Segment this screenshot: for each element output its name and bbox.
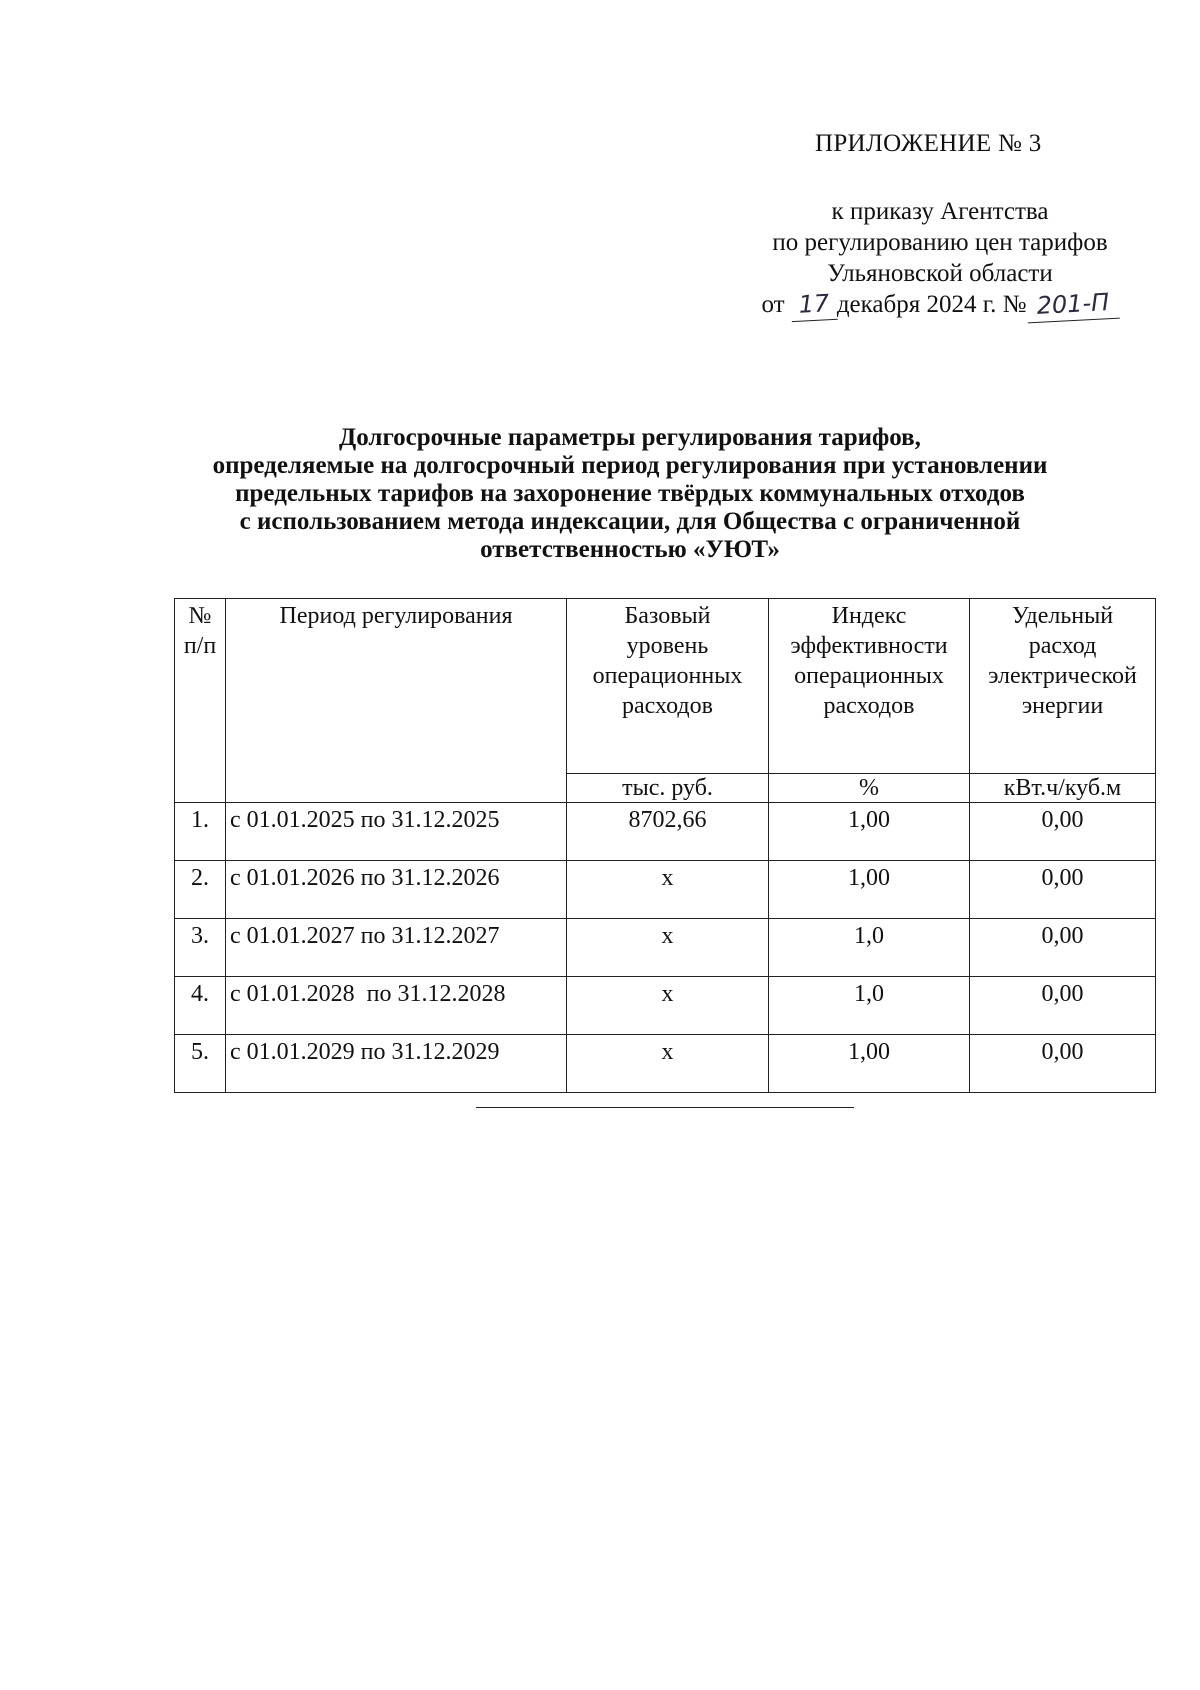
- table-header-row: [175, 599, 1156, 774]
- header-period-label: Период регулирования: [279, 603, 513, 629]
- title-line: с использованием метода индексации, для Общества с ограниченной: [239, 508, 1021, 535]
- header-line: эффективности: [790, 633, 948, 659]
- header-line: операционных: [794, 663, 944, 689]
- cell-base: х: [567, 977, 769, 1035]
- closing-divider: [476, 1107, 854, 1108]
- cell-num: 3.: [175, 919, 226, 977]
- header-line: операционных: [592, 663, 743, 689]
- title-line: предельных тарифов на захоронение твёрдых коммунальных отходов: [235, 480, 1025, 507]
- table-row: [175, 803, 1156, 861]
- cell-num: 5.: [175, 1035, 226, 1093]
- order-date-prefix: от: [761, 291, 785, 318]
- header-line: энергии: [1021, 693, 1104, 719]
- cell-index: 1,0: [769, 919, 970, 977]
- order-line-3: Ульяновской области: [827, 260, 1053, 287]
- unit-base: тыс. руб.: [567, 774, 769, 803]
- header-line: электрической: [988, 663, 1137, 689]
- cell-index: 1,00: [769, 803, 970, 861]
- handwritten-order-number: 201-П: [1026, 287, 1120, 324]
- cell-energy: 0,00: [970, 861, 1156, 919]
- cell-base: х: [567, 1035, 769, 1093]
- header-line: расходов: [622, 693, 713, 719]
- cell-period: с 01.01.2029 по 31.12.2029: [226, 1035, 567, 1093]
- cell-num: 4.: [175, 977, 226, 1035]
- header-num: [175, 599, 226, 803]
- cell-num: 2.: [175, 861, 226, 919]
- header-line: Удельный: [1011, 603, 1114, 629]
- table-row: [175, 977, 1156, 1035]
- header-period: [226, 599, 567, 803]
- table-row: [175, 861, 1156, 919]
- unit-index: %: [769, 774, 970, 803]
- header-line: расходов: [823, 693, 915, 719]
- order-line-1: к приказу Агентства: [831, 198, 1049, 225]
- cell-period: с 01.01.2025 по 31.12.2025: [226, 803, 567, 861]
- parameters-table: [174, 598, 1156, 1093]
- cell-num: 1.: [175, 803, 226, 861]
- header-line: Индекс: [831, 603, 907, 629]
- order-reference: [720, 196, 1160, 321]
- header-num-symbol: №: [188, 603, 212, 629]
- cell-base: х: [567, 861, 769, 919]
- cell-base: х: [567, 919, 769, 977]
- unit-energy: кВт.ч/куб.м: [970, 774, 1156, 803]
- cell-period: с 01.01.2028 по 31.12.2028: [226, 977, 567, 1035]
- cell-energy: 0,00: [970, 1035, 1156, 1093]
- cell-index: 1,00: [769, 861, 970, 919]
- header-line: уровень: [626, 633, 709, 659]
- cell-period: с 01.01.2027 по 31.12.2027: [226, 919, 567, 977]
- cell-index: 1,00: [769, 1035, 970, 1093]
- header-num-label: п/п: [183, 633, 217, 659]
- header-base-level: [567, 599, 769, 774]
- cell-energy: 0,00: [970, 803, 1156, 861]
- order-line-2: по регулированию цен тарифов: [772, 229, 1108, 256]
- appendix-title: ПРИЛОЖЕНИЕ № 3: [815, 130, 1042, 157]
- order-date-line: [720, 289, 1160, 321]
- table-row: [175, 1035, 1156, 1093]
- table-row: [175, 919, 1156, 977]
- cell-index: 1,0: [769, 977, 970, 1035]
- order-date-rest: декабря 2024 г. №: [836, 291, 1027, 318]
- handwritten-day: 17: [790, 288, 838, 322]
- header-line: расход: [1028, 633, 1097, 659]
- title-line: определяемые на долгосрочный период регулирования при установлении: [212, 452, 1048, 479]
- cell-period: с 01.01.2026 по 31.12.2026: [226, 861, 567, 919]
- document-title: [150, 424, 1110, 564]
- cell-energy: 0,00: [970, 977, 1156, 1035]
- header-energy-consumption: [970, 599, 1156, 774]
- title-line: Долгосрочные параметры регулирования тарифов,: [339, 424, 921, 451]
- cell-energy: 0,00: [970, 919, 1156, 977]
- title-line: ответственностью «УЮТ»: [480, 536, 780, 563]
- cell-base: 8702,66: [567, 803, 769, 861]
- header-efficiency-index: [769, 599, 970, 774]
- header-line: Базовый: [624, 603, 711, 629]
